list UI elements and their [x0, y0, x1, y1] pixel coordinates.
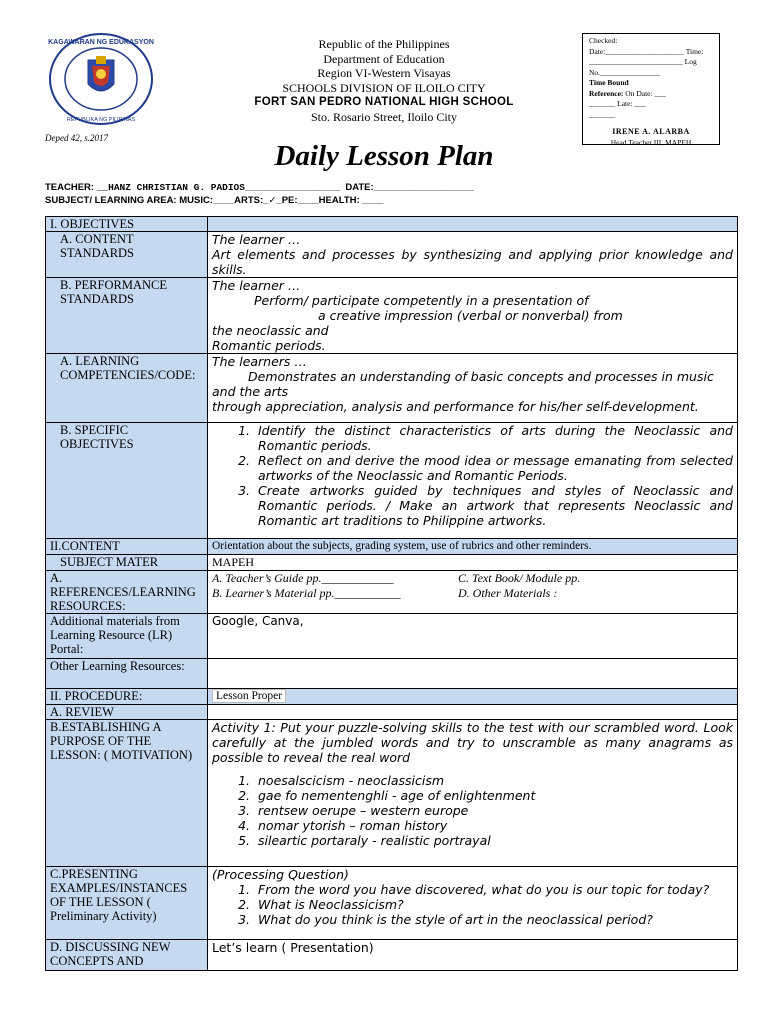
processing-question: 1. From the word you have discovered, what do you is our topic for today? — [254, 882, 733, 897]
subject-matter-value: MAPEH — [208, 555, 738, 571]
anagram-item: 5. sileartic portaraly - realistic portrayal — [254, 833, 733, 848]
content-standards-label: A. CONTENT STANDARDS — [46, 232, 208, 278]
performance-standards-value — [208, 278, 738, 354]
other-materials-ref: D. Other Materials : — [458, 586, 558, 600]
date-time-line: Date:_____________________ Time: — [589, 46, 704, 56]
objectives-heading: I. OBJECTIVES — [46, 217, 208, 232]
school-address: Sto. Rosario Street, Iloilo City — [311, 109, 457, 124]
region-line: Region VI-Western Visayas — [317, 66, 451, 80]
checked-label: Checked: — [589, 36, 618, 45]
other-resources-value — [208, 659, 738, 689]
lesson-plan-table — [45, 216, 738, 971]
teacher-label: TEACHER: — [45, 182, 97, 193]
on-date-line: On Date: ___ — [625, 88, 666, 98]
checked-box — [582, 33, 720, 145]
specific-objectives-row — [46, 423, 738, 539]
signatory-position: Head Teacher III, MAPEH — [610, 137, 692, 147]
content-standards-row — [46, 232, 738, 278]
content-row — [46, 539, 738, 555]
objectives-row — [46, 217, 738, 232]
performance-line-1: Perform/ participate competently in a presentation of — [254, 293, 589, 308]
department-line: Department of Education — [323, 51, 445, 66]
anagram-item: 4. nomar ytorish – roman history — [254, 818, 733, 833]
establishing-label: B.ESTABLISHING A PURPOSE OF THE LESSON: ( MOTIVATION) — [46, 720, 208, 867]
teacher-name: __HANZ CHRISTIAN G. PADIOS — [96, 182, 245, 193]
deped-seal — [48, 32, 154, 127]
letterhead — [210, 37, 558, 124]
discussing-value: Let’s learn ( Presentation) — [208, 940, 738, 971]
processing-question-list — [212, 882, 733, 927]
specific-objectives-list — [212, 423, 733, 528]
content-standards-text: Art elements and processes by synthesizing and applying prior knowledge and skills. — [212, 247, 733, 277]
page-title: Daily Lesson Plan — [274, 140, 494, 172]
late-line-2: _______ — [589, 109, 616, 119]
subject-matter-label: SUBJECT MATER — [46, 555, 208, 571]
competencies-line-1: Demonstrates an understanding of basic concepts and processes in music and the arts — [212, 369, 714, 399]
other-resources-label: Other Learning Resources: — [46, 659, 208, 689]
references-row — [46, 571, 738, 614]
discussing-row — [46, 940, 738, 971]
other-resources-row — [46, 659, 738, 689]
teacher-tail: __________________ DATE:___________________ — [244, 182, 475, 193]
establishing-row — [46, 720, 738, 867]
establishing-value — [208, 720, 738, 867]
teachers-guide-ref: A. Teacher’s Guide pp.____________ — [212, 571, 394, 585]
performance-line-2: a creative impression (verbal or nonverbal) from — [318, 308, 623, 323]
performance-intro: The learner … — [212, 278, 301, 293]
anagram-item: 2. gae fo nementenghli - age of enlightenment — [254, 788, 733, 803]
specific-objectives-value — [208, 423, 738, 539]
late-line: _______ Late: ___ — [589, 99, 646, 108]
anagram-item: 3. rentsew oerupe – western europe — [254, 803, 733, 818]
content-label: II.CONTENT — [46, 539, 208, 555]
presenting-value — [208, 867, 738, 940]
seal-lettering: KAGAWARAN NG EDUKASYON — [48, 39, 154, 46]
review-label: A. REVIEW — [46, 705, 208, 720]
competencies-value — [208, 354, 738, 423]
competencies-line-2: through appreciation, analysis and performance for his/her self-development. — [212, 399, 699, 414]
performance-line-3: the neoclassic and — [212, 323, 329, 338]
references-label: A. REFERENCES/LEARNING RESOURCES: — [46, 571, 208, 614]
objective-item: 2. Reflect on and derive the mood idea or message emanating from selected artworks of the Neoclassic and Romantic Periods. — [254, 453, 733, 483]
no-line: No.________________ — [589, 67, 661, 77]
anagram-item: 1. noesalscicism - neoclassicism — [254, 773, 733, 788]
presenting-label: C.PRESENTING EXAMPLES/INSTANCES OF THE LESSON ( Preliminary Activity) — [46, 867, 208, 940]
objective-item: 3. Create artworks guided by techniques and styles of Neoclassic and Romantic periods. / Make an artwork that represents Neoclassic and Romantic art traditions to Philippine artworks. — [254, 483, 733, 528]
teacher-line — [45, 182, 474, 193]
division-line: SCHOOLS DIVISION OF ILOILO CITY — [282, 80, 486, 95]
signatory-name: IRENE A. ALARBA — [612, 127, 690, 136]
competencies-label: A. LEARNING COMPETENCIES/CODE: — [46, 354, 208, 423]
anagram-list — [212, 773, 733, 848]
additional-materials-label: Additional materials from Learning Resource (LR) Portal: — [46, 614, 208, 659]
competencies-row — [46, 354, 738, 423]
review-row — [46, 705, 738, 720]
review-value — [208, 705, 738, 720]
activity-instructions: Activity 1: Put your puzzle-solving skills to the test with our scrambled word. Look carefully at the jumbled words and try to unscramble as many anagrams as possible to reveal the real word — [212, 720, 733, 765]
presenting-row — [46, 867, 738, 940]
procedure-label: II. PROCEDURE: — [46, 689, 208, 705]
deped-reference: Deped 42, s.2017 — [45, 133, 108, 143]
content-standards-intro: The learner … — [212, 232, 301, 247]
additional-materials-row — [46, 614, 738, 659]
subject-matter-row — [46, 555, 738, 571]
school-name: FORT SAN PEDRO NATIONAL HIGH SCHOOL — [254, 96, 514, 108]
content-standards-value — [208, 232, 738, 278]
references-value — [208, 571, 738, 614]
performance-standards-row — [46, 278, 738, 354]
discussing-label: D. DISCUSSING NEW CONCEPTS AND — [46, 940, 208, 971]
learners-material-ref: B. Learner’s Material pp.___________ — [212, 586, 401, 600]
additional-materials-value: Google, Canva, — [208, 614, 738, 659]
competencies-intro: The learners … — [212, 354, 307, 369]
specific-objectives-label: B. SPECIFIC OBJECTIVES — [46, 423, 208, 539]
log-line: _________________________ Log — [589, 57, 697, 66]
objective-item: 1. Identify the distinct characteristics of arts during the Neoclassic and Romantic periods. — [254, 423, 733, 453]
republic-line: Republic of the Philippines — [318, 37, 450, 51]
time-bound-label: Time Bound — [589, 78, 629, 87]
seal-lettering-bottom: REPUBLIKA NG PILIPINAS — [66, 117, 136, 123]
performance-line-4: Romantic periods. — [212, 338, 326, 353]
textbook-ref: C. Text Book/ Module pp. — [458, 571, 581, 585]
lesson-proper-label: Lesson Proper — [212, 689, 286, 703]
procedure-row — [46, 689, 738, 705]
reference-label: Reference: — [589, 88, 624, 98]
objectives-blank — [208, 217, 738, 232]
content-value: Orientation about the subjects, grading system, use of rubrics and other reminders. — [208, 539, 738, 555]
processing-question: 3. What do you think is the style of art in the neoclassical period? — [254, 912, 733, 927]
performance-standards-label: B. PERFORMANCE STANDARDS — [46, 278, 208, 354]
processing-question-heading: (Processing Question) — [212, 867, 349, 882]
subject-line: SUBJECT/ LEARNING AREA: MUSIC:____ARTS:_✓_PE:____HEALTH: ____ — [45, 195, 384, 206]
processing-question: 2. What is Neoclassicism? — [254, 897, 733, 912]
